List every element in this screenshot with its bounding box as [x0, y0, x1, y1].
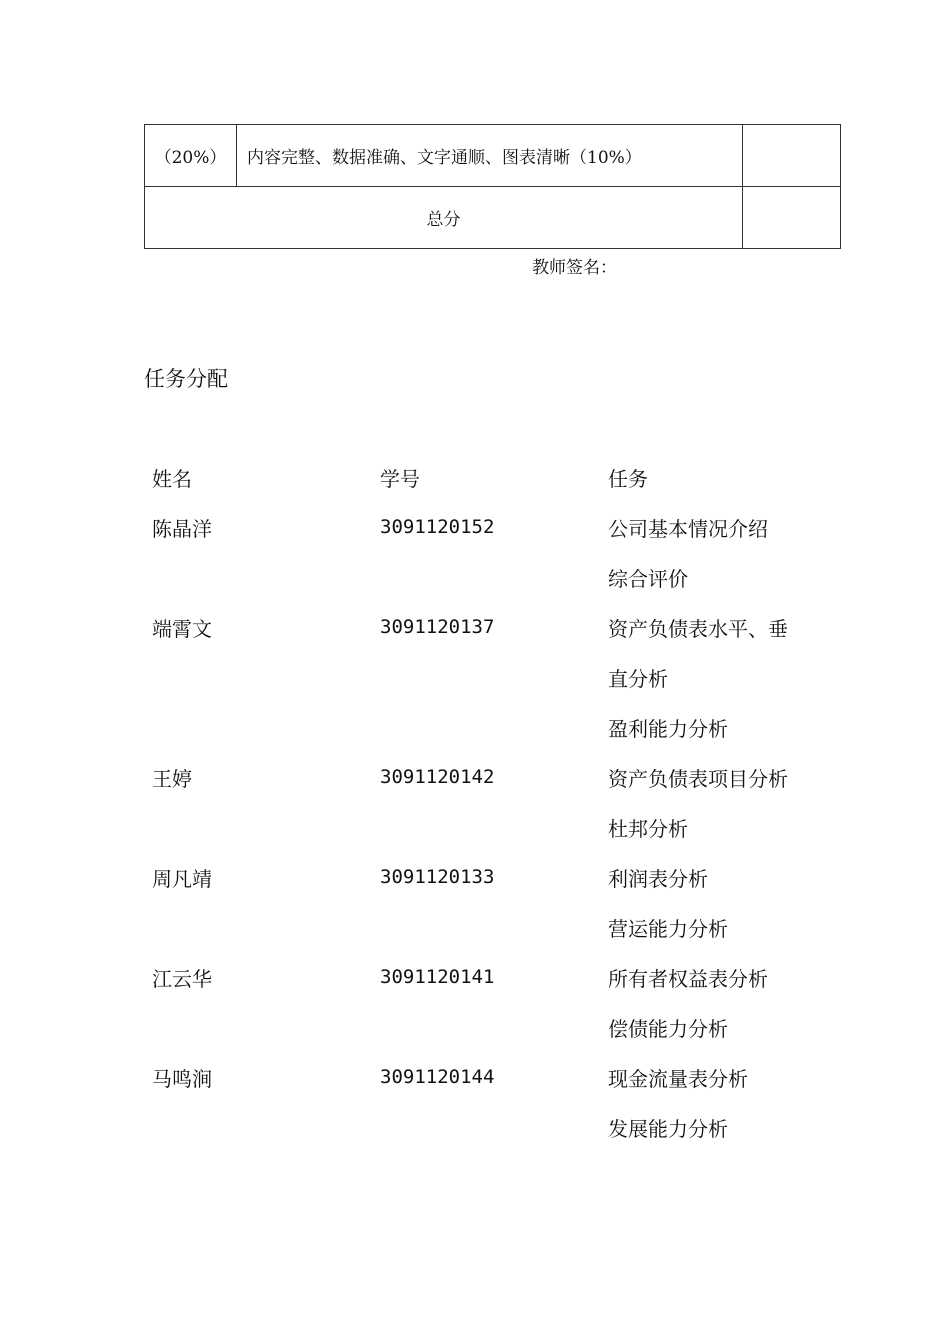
- task-table-header: [152, 452, 842, 502]
- teacher-signature-label: 教师签名：: [532, 258, 617, 278]
- header-id: 学号: [380, 466, 420, 491]
- header-task: 任务: [608, 466, 648, 491]
- task-description: 偿债能力分析: [608, 1016, 728, 1041]
- grading-row: [145, 125, 841, 187]
- total-score-cell: [743, 187, 841, 249]
- task-row: [152, 902, 842, 952]
- grading-table: [144, 124, 841, 249]
- member-name: 端霄文: [152, 616, 212, 641]
- task-description: 直分析: [608, 666, 668, 691]
- task-assignment-table: [152, 452, 842, 1152]
- total-label: 总分: [145, 187, 743, 249]
- task-row: [152, 1002, 842, 1052]
- task-row: [152, 952, 842, 1002]
- student-id: 3091120142: [380, 766, 495, 788]
- task-row: [152, 802, 842, 852]
- task-description: 现金流量表分析: [608, 1066, 748, 1091]
- task-description: 综合评价: [608, 566, 688, 591]
- task-description: 所有者权益表分析: [608, 966, 768, 991]
- task-row: [152, 702, 842, 752]
- criteria-cell: 内容完整、数据准确、文字通顺、图表清晰（10%）: [237, 125, 743, 187]
- member-name: 江云华: [152, 966, 212, 991]
- student-id: 3091120137: [380, 616, 495, 638]
- task-description: 杜邦分析: [608, 816, 688, 841]
- task-rows: [152, 502, 842, 1152]
- member-name: 马鸣涧: [152, 1066, 212, 1091]
- student-id: 3091120133: [380, 866, 495, 888]
- student-id: 3091120141: [380, 966, 495, 988]
- member-name: 王婷: [152, 766, 192, 791]
- student-id: 3091120144: [380, 1066, 495, 1088]
- task-description: 公司基本情况介绍: [608, 516, 768, 541]
- task-row: [152, 652, 842, 702]
- total-row: [145, 187, 841, 249]
- weight-cell: （20%）: [145, 125, 237, 187]
- header-name: 姓名: [152, 466, 192, 491]
- task-description: 资产负债表项目分析: [608, 766, 788, 791]
- task-description: 利润表分析: [608, 866, 708, 891]
- task-row: [152, 1052, 842, 1102]
- section-title: 任务分配: [144, 367, 228, 391]
- student-id: 3091120152: [380, 516, 495, 538]
- task-row: [152, 552, 842, 602]
- task-row: [152, 502, 842, 552]
- task-description: 发展能力分析: [608, 1116, 728, 1141]
- member-name: 陈晶洋: [152, 516, 212, 541]
- task-row: [152, 752, 842, 802]
- task-row: [152, 602, 842, 652]
- task-row: [152, 1102, 842, 1152]
- task-description: 盈利能力分析: [608, 716, 728, 741]
- task-description: 营运能力分析: [608, 916, 728, 941]
- task-description: 资产负债表水平、垂: [608, 616, 788, 641]
- score-cell: [743, 125, 841, 187]
- member-name: 周凡靖: [152, 866, 212, 891]
- task-row: [152, 852, 842, 902]
